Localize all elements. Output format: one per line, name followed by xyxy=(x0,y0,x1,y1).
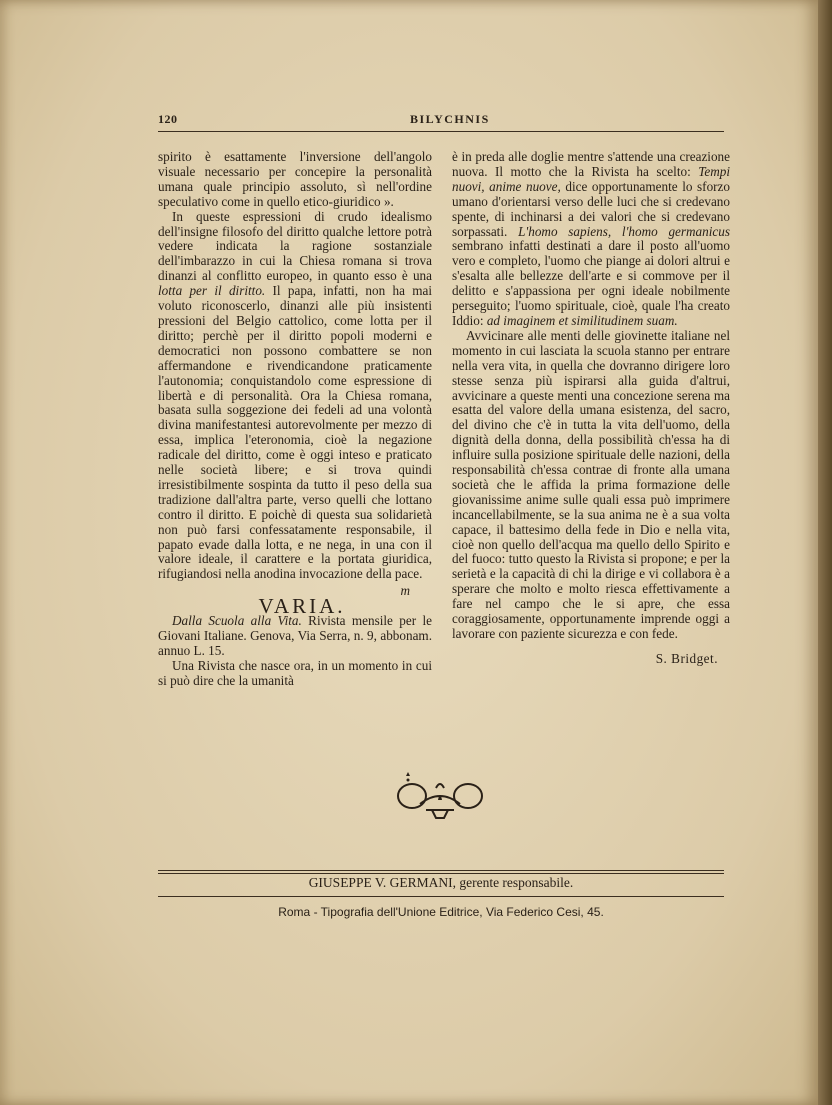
section-title: VARIA. xyxy=(258,594,346,619)
paragraph-text: sembrano infatti destinati a dare il posto all'uomo vero e completo, l'uomo che piange ai dolori altrui e s'esalta alle bellezze dell'arte e si commove per il delitto e s'appassiona per ogni ideale nobilmente perseguito; l'uomo spirituale, cioè, quale l'ha creato Iddio: xyxy=(452,238,730,328)
italic-phrase: lotta per il diritto. xyxy=(158,283,266,299)
right-column xyxy=(452,150,730,667)
paragraph-text: In queste espressioni di crudo idealismo dell'insigne filosofo del diritto qualche lettore potrà vedere indicata la ragione sostanziale dell'imbarazzo in cui la Chiesa romana si trova dinanzi al conflitto europeo, in quanto esso è una xyxy=(158,208,432,284)
paragraph-text: Avvicinare alle menti delle giovinette italiane nel momento in cui lasciata la scuola stanno per entrare nella vera vita, in quella che dovranno dirigere loro stesse senza più ispirarsi alla guida d'altrui, avvicinare a queste menti una concezione serena ma esatta del valore della umana esistenza, del sacro, del divino che c'è in tutta la vita dell'uomo, della dignità della donna, della possibilità ch'essa ha di influire sulla posizione spirituale delle nazioni, della responsabilità ch'essa contrae di fronte alla umana società che le affida la prima formazione delle giovanissime anime sulle quali essa può imprimere incancellabilmente, se la sua anima ne è a sua volta capace, il battesimo della fede in Dio e nella vita, cioè non quello dell'acqua ma quello dello Spirito e del fuoco: tutto questo la Rivista si propone; e per la serietà e la capacità di chi la dirige e vi collabora è a sperare che molto e molto riesca effettivamente a fare nel campo che le si apre, che essa coraggiosamente, opportunamente imprende oggi a lavorare con paziente sicurezza e con fede. xyxy=(452,327,730,641)
paragraph xyxy=(452,329,730,642)
author-signature: m xyxy=(400,583,410,599)
running-header xyxy=(158,112,724,128)
printer-imprint: Roma - Tipografia dell'Unione Editrice, Via Federico Cesi, 45. xyxy=(278,905,604,919)
left-column xyxy=(158,150,432,689)
page-number: 120 xyxy=(158,112,178,126)
journal-title: BILYCHNIS xyxy=(410,112,490,126)
paragraph-text: spirito è esattamente l'inversione dell'angolo visuale necessario per concepire la personalità umana quale principio assoluto, sì nell'ordine speculativo come in quello etico-giuridico ». xyxy=(158,149,432,209)
footer-rule xyxy=(158,896,724,897)
italic-phrase: ad imaginem et similitudinem suam. xyxy=(486,312,678,328)
review-details: Rivista mensile per le Giovani Italiane. Genova, Via Serra, n. 9, abbonam. annuo L. 15. xyxy=(158,613,432,658)
footer-rule xyxy=(158,873,724,874)
italic-phrase: L'homo sapiens, l'homo germanicus xyxy=(518,223,730,239)
paragraph-text: dice opportunamente lo sforzo umano d'orientarsi verso delle luci che si credevano spente, di inchinarsi a dei valori che si credevano sorpassati. xyxy=(452,178,730,239)
responsible-editor: GIUSEPPE V. GERMANI, gerente responsabile. xyxy=(308,875,574,890)
paragraph-text: Il papa, infatti, non ha mai voluto riconoscerlo, dinanzi alle più insistenti pressioni del Belgio cattolico, come lotta per il diritto; perchè per il diritto popoli moderni e democratici non possono combattere se non affermandone e rivendicandone praticamente l'autonomia; conquistandolo come espressione di libertà e di personalità. Ora la Chiesa romana, basata sulla soggezione dei fedeli ad una volontà divina manifestantesi autorevolmente per mezzo di essa, implica l'eteronomia, cioè la negazione radicale del diritto, come è oggi inteso e praticato nelle società libere; e si trova quindi irresistibilmente sospinta da tutto il peso della sua tradizione dall'altra parte, verso quelli che lottano contro il diritto. E poichè di questa sua solidarietà non può farsi confessatamente responsabile, il papato evade dalla lotta, e ne nega, in una con il valore ideale, il carattere e la portata giuridica, rifugiandosi nella anodina invocazione della pace. xyxy=(158,283,433,582)
paragraph xyxy=(158,210,432,583)
paragraph-text: è in preda alle doglie mentre s'attende una creazione nuova. Il motto che la Rivista ha scelto: xyxy=(452,149,730,179)
footer-rule xyxy=(158,870,724,871)
oil-lamp-icon xyxy=(392,770,488,822)
paragraph xyxy=(452,150,730,329)
book-edge xyxy=(818,0,832,1105)
review-entry xyxy=(158,614,432,659)
paragraph xyxy=(158,659,432,689)
italic-phrase: Tempi nuovi, anime nuove, xyxy=(452,163,730,194)
review-title: Dalla Scuola alla Vita. xyxy=(172,613,302,629)
header-rule xyxy=(158,131,724,132)
paragraph xyxy=(158,150,432,210)
paragraph-text: Una Rivista che nasce ora, in un momento in cui si può dire che la umanità xyxy=(158,657,432,688)
author-signature: S. Bridget. xyxy=(655,650,718,666)
